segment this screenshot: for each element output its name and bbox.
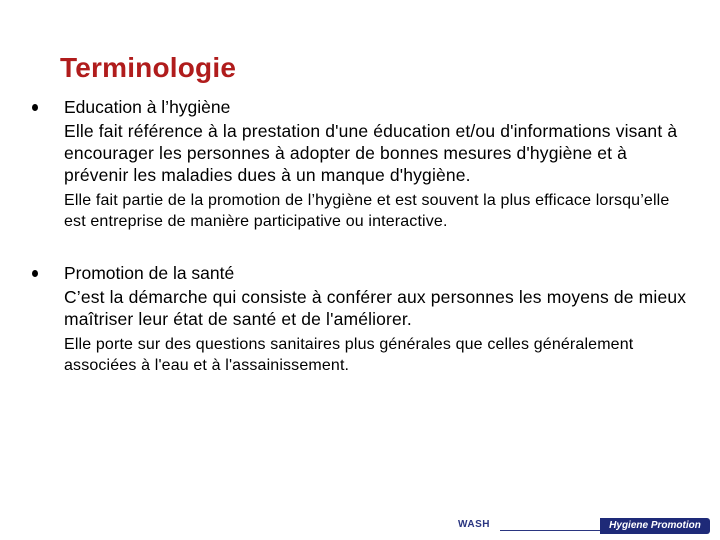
list-item-health-promotion — [28, 262, 688, 376]
list-item-hygiene-education — [28, 96, 688, 232]
footer-hygiene-promotion-badge: Hygiene Promotion — [600, 518, 710, 534]
item-heading: Education à l’hygiène — [64, 97, 231, 117]
slide-title: Terminologie — [60, 52, 237, 83]
terminology-list — [28, 96, 688, 376]
item-definition: C’est la démarche qui consiste à conférer aux personnes les moyens de mieux maîtriser leur état de santé et de l'améliorer. — [64, 287, 687, 329]
footer-banner — [452, 518, 712, 534]
item-heading: Promotion de la santé — [64, 263, 235, 283]
item-note: Elle porte sur des questions sanitaires plus générales que celles généralement associées à l'eau et à l'assainissement. — [64, 336, 634, 374]
footer-wash-label: WASH — [458, 519, 490, 530]
item-note: Elle fait partie de la promotion de l’hygiène et est souvent la plus efficace lorsqu’elle est entreprise de manière participative ou interactive. — [64, 192, 670, 230]
bullet-dot-icon — [32, 270, 38, 277]
bullet-dot-icon — [32, 104, 38, 111]
item-definition: Elle fait référence à la prestation d'une éducation et/ou d'informations visant à encourager les personnes à adopter de bonnes mesures d'hygiène et à prévenir les maladies dues à un manque d'hygiène. — [64, 121, 678, 185]
